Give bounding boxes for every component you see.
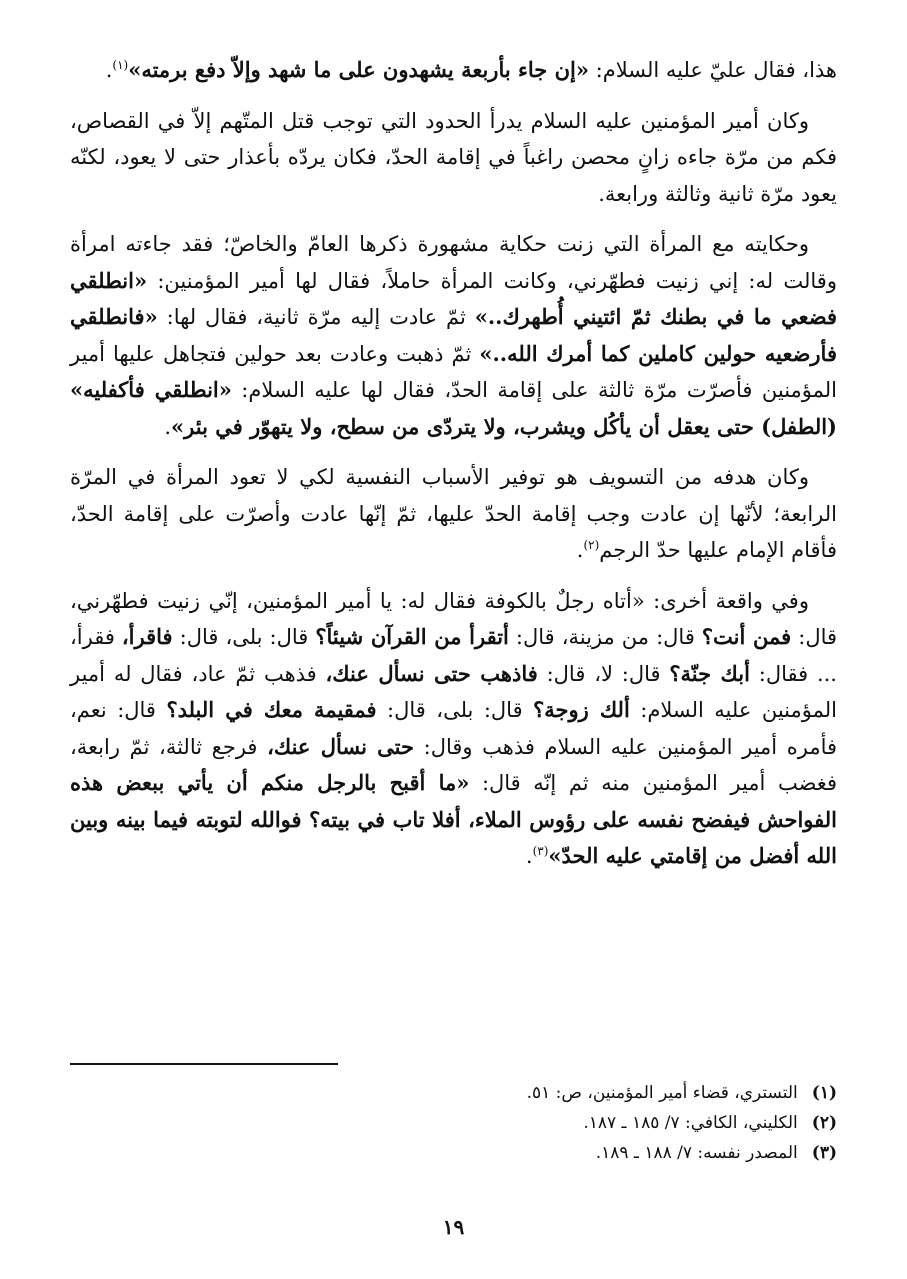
footnote-3 <box>70 1138 837 1168</box>
text-run: قال: بلى، قال: <box>172 625 316 649</box>
quoted-text: حتى نسأل عنك، <box>267 733 415 759</box>
quoted-text: أبك جنّة؟ <box>669 660 750 686</box>
footnote-text: الكليني، الكافي: ٧/ ١٨٥ ـ ١٨٧. <box>583 1113 798 1133</box>
footnote-2 <box>70 1108 837 1138</box>
paragraph-5 <box>70 583 837 875</box>
quoted-text: ألك زوجة؟ <box>533 697 630 722</box>
paragraph-1 <box>70 52 837 89</box>
footnote-number: (٢) <box>811 1113 837 1133</box>
quoted-text: أتقرأ من القرآن شيئاً؟ <box>315 624 509 649</box>
text-run: . <box>576 538 584 562</box>
text-run: قال: لا، قال: <box>537 661 670 686</box>
footnotes <box>70 1078 837 1168</box>
footnote-marker[interactable]: (١) <box>112 58 129 72</box>
quoted-text: فاذهب حتى نسأل عنك، <box>325 660 538 686</box>
quoted-text: فاقرأ، <box>121 624 173 649</box>
quoted-text: «إن جاء بأربعة يشهدون على ما شهد وإلاّ دفع برمته» <box>128 57 589 82</box>
text-run: . <box>164 414 172 439</box>
text-run: وفي واقعة أخرى: «أتاه رجلٌ بالكوفة فقال له: يا أمير المؤمنين، إنّي زنيت فطهّرني، قال: <box>70 588 838 649</box>
quoted-text: «انطلقي فأكفليه» (الطفل) حتى يعقل أن يأكُل ويشرب، ولا يتردّى من سطح، ولا يتهوّر في بئر» <box>70 377 837 439</box>
paragraph-4 <box>70 459 837 569</box>
footnote-number: (٣) <box>811 1143 837 1163</box>
quoted-text: «انطلقي فضعي ما في بطنك ثمّ ائتيني أُطهرك..» <box>70 267 837 329</box>
footnote-text: التستري، قضاء أمير المؤمنين، ص: ٥١. <box>526 1083 798 1103</box>
footnote-text: المصدر نفسه: ٧/ ١٨٨ ـ ١٨٩. <box>595 1143 798 1163</box>
quoted-text: فمن أنت؟ <box>701 624 792 649</box>
text-run: . <box>525 844 533 868</box>
paragraph-2 <box>70 103 837 213</box>
text-run: وكان هدفه من التسويف هو توفير الأسباب النفسية لكي لا تعود المرأة في المرّة الرابعة؛ لأنّها إن عادت وجب إقامة الحدّ عليها، ثمّ إنّها عادت وأصرّت على إقامة الحدّ، فأقام الإمام عليها حدّ الرجم <box>70 465 837 562</box>
text-run: . <box>105 58 113 82</box>
footnote-number: (١) <box>811 1083 837 1103</box>
page-number: ١٩ <box>442 1215 465 1239</box>
quoted-text: فمقيمة معك في البلد؟ <box>166 697 377 722</box>
text-run: قال: من مزينة، قال: <box>508 625 702 649</box>
quoted-text: «ما أقبح بالرجل منكم أن يأتي ببعض هذه الفواحش فيفضح نفسه على رؤوس الملاء، أفلا تاب في بيته؟ فوالله لتوبته فيما بينه وبين الله أفضل من إقامتي عليه الحدّ» <box>70 770 837 868</box>
text-run: ثمّ ذهبت وعادت بعد حولين فتجاهل عليها أمير المؤمنين فأصرّت مرّة ثالثة على إقامة الحدّ، فقال لها عليه السلام: <box>70 341 837 402</box>
text-run: وكان أمير المؤمنين عليه السلام يدرأ الحدود التي توجب قتل المتّهم إلاّ في القصاص، فكم من مرّة جاءه زانٍ محصن راغباً في إقامة الحدّ، فكان يردّه بأعذار حتى لا يعود، لكنّه يعود مرّة ثانية وثالثة ورابعة. <box>70 108 837 206</box>
text-run: قال: بلى، قال: <box>376 698 534 722</box>
body-text <box>70 52 837 875</box>
paragraph-3 <box>70 226 837 445</box>
footnote-1 <box>70 1078 837 1108</box>
quoted-text: «فانطلقي فأرضعيه حولين كاملين كما أمرك الله..» <box>70 304 837 366</box>
text-run: فقرأ، ... فقال: <box>70 625 837 686</box>
footnote-divider <box>70 1063 338 1065</box>
footnote-marker[interactable]: (٣) <box>532 844 549 858</box>
text-run: هذا، فقال عليّ عليه السلام: <box>588 58 837 82</box>
text-run: فرجع ثالثة، ثمّ رابعة، فغضب أمير المؤمنين منه ثم إنّه قال: <box>70 734 837 795</box>
text-run: ثمّ عادت إليه مرّة ثانية، فقال لها: <box>157 305 475 329</box>
text-run: فذهب ثمّ عاد، فقال له أمير المؤمنين عليه السلام: <box>70 661 837 722</box>
text-run: قال: نعم، فأمره أمير المؤمنين عليه السلام فذهب وقال: <box>70 698 838 759</box>
text-run: وحكايته مع المرأة التي زنت حكاية مشهورة ذكرها العامّ والخاصّ؛ فقد جاءته امرأة وقالت له: إني زنيت فطهّرني، وكانت المرأة حاملاً، فقال لها أمير المؤمنين: <box>70 232 837 293</box>
footnote-marker[interactable]: (٢) <box>583 538 600 552</box>
